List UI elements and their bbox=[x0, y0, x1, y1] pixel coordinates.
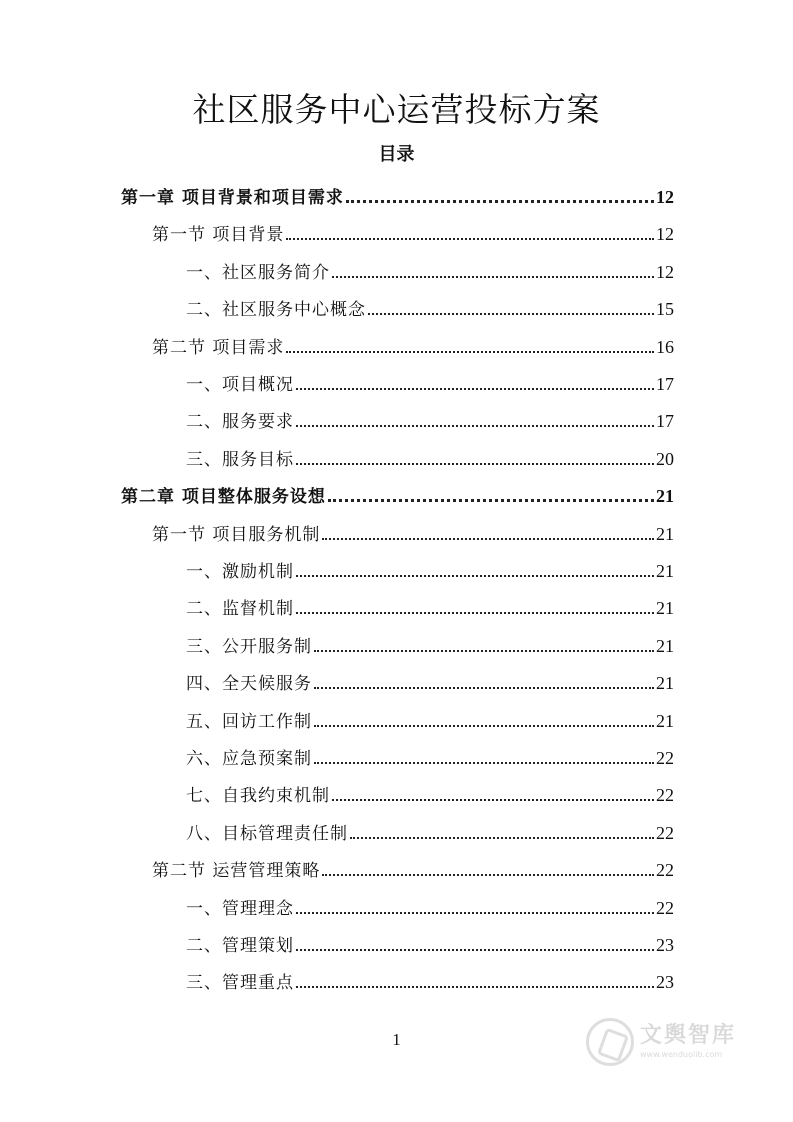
toc-entry-label: 三、管理重点 bbox=[186, 973, 294, 994]
toc-entry[interactable] bbox=[152, 517, 674, 551]
toc-entry[interactable] bbox=[186, 404, 674, 438]
toc-entry-label: 二、服务要求 bbox=[186, 412, 294, 433]
toc-entry[interactable] bbox=[186, 704, 674, 738]
toc-entry-page: 22 bbox=[656, 785, 674, 806]
toc-entry[interactable] bbox=[121, 479, 674, 513]
toc-entry-page: 21 bbox=[656, 710, 674, 731]
toc-entry[interactable] bbox=[186, 741, 674, 775]
toc-leader-dots bbox=[368, 313, 654, 315]
toc-entry[interactable] bbox=[186, 965, 674, 999]
toc-entry[interactable] bbox=[152, 853, 674, 887]
toc-entry-label: 一、激励机制 bbox=[186, 562, 294, 582]
toc-leader-dots bbox=[296, 912, 654, 914]
page-number: 1 bbox=[392, 1030, 401, 1049]
toc-entry-page: 21 bbox=[656, 598, 674, 619]
watermark-logo-icon bbox=[586, 1018, 634, 1066]
toc-entry-label: 第一章 项目背景和项目需求 bbox=[121, 188, 344, 208]
toc-entry-page: 21 bbox=[656, 635, 674, 656]
toc-entry-page: 22 bbox=[656, 897, 674, 918]
toc-entry-label: 三、服务目标 bbox=[186, 449, 294, 470]
toc-entry-page: 21 bbox=[656, 673, 674, 694]
watermark-url: www.wenduolib.com bbox=[640, 1050, 723, 1059]
toc-leader-dots bbox=[314, 687, 654, 689]
toc-entry[interactable] bbox=[186, 891, 674, 925]
toc-entry-label: 第二章 项目整体服务设想 bbox=[121, 487, 326, 508]
toc-entry-page: 21 bbox=[656, 561, 674, 581]
toc-entry[interactable] bbox=[186, 591, 674, 625]
toc-leader-dots bbox=[328, 499, 654, 502]
toc-entry-label: 一、社区服务简介 bbox=[186, 262, 330, 283]
toc-entry-page: 17 bbox=[656, 374, 674, 394]
toc-leader-dots bbox=[350, 837, 654, 839]
toc-entry-label: 第一节 项目背景 bbox=[152, 225, 285, 246]
toc-entry[interactable] bbox=[152, 217, 674, 251]
toc-entry-page: 22 bbox=[656, 748, 674, 768]
toc-leader-dots bbox=[322, 874, 654, 876]
toc-entry[interactable] bbox=[186, 928, 674, 962]
toc-entry[interactable] bbox=[121, 180, 674, 214]
toc-entry-label: 第二节 运营管理策略 bbox=[152, 861, 321, 882]
toc-entry-label: 七、自我约束机制 bbox=[186, 786, 330, 807]
toc-leader-dots bbox=[296, 986, 654, 988]
toc-entry-label: 一、管理理念 bbox=[186, 898, 294, 919]
toc-entry-label: 二、管理策划 bbox=[186, 936, 294, 956]
toc-leader-dots bbox=[314, 725, 654, 727]
toc-leader-dots bbox=[322, 538, 654, 540]
toc-entry[interactable] bbox=[186, 629, 674, 663]
toc-entry-label: 三、公开服务制 bbox=[186, 636, 312, 657]
toc-entry-label: 二、社区服务中心概念 bbox=[186, 300, 366, 321]
toc-entry-page: 23 bbox=[656, 935, 674, 955]
toc-leader-dots bbox=[296, 463, 654, 465]
toc-entry-page: 16 bbox=[656, 336, 674, 357]
document-title: 社区服务中心运营投标方案 bbox=[192, 90, 601, 129]
toc-entry-page: 17 bbox=[656, 411, 674, 432]
toc-entry[interactable] bbox=[186, 816, 674, 850]
toc-entry-label: 一、项目概况 bbox=[186, 375, 294, 395]
toc-entry[interactable] bbox=[186, 778, 674, 812]
toc-entry[interactable] bbox=[186, 367, 674, 401]
toc-entry[interactable] bbox=[186, 255, 674, 289]
toc-entry[interactable] bbox=[186, 442, 674, 476]
toc-entry-page: 12 bbox=[656, 261, 674, 282]
toc-leader-dots bbox=[332, 799, 654, 801]
toc-entry-page: 21 bbox=[656, 486, 674, 507]
toc-leader-dots bbox=[314, 650, 654, 652]
toc-leader-dots bbox=[286, 238, 654, 240]
toc-entry-page: 23 bbox=[656, 972, 674, 993]
toc-entry-page: 22 bbox=[656, 860, 674, 881]
toc-entry-label: 五、回访工作制 bbox=[186, 711, 312, 732]
toc-leader-dots bbox=[296, 425, 654, 427]
toc-leader-dots bbox=[296, 949, 654, 951]
toc-entry-label: 第二节 项目需求 bbox=[152, 337, 285, 358]
toc-entry[interactable] bbox=[186, 292, 674, 326]
toc-entry-page: 15 bbox=[656, 299, 674, 320]
toc-entry-page: 12 bbox=[656, 224, 674, 245]
toc-entry[interactable] bbox=[186, 666, 674, 700]
toc-leader-dots bbox=[296, 612, 654, 614]
toc-leader-dots bbox=[332, 276, 654, 278]
toc-entry-page: 21 bbox=[656, 523, 674, 544]
toc-leader-dots bbox=[346, 200, 654, 203]
toc-entry-page: 22 bbox=[656, 822, 674, 843]
toc-leader-dots bbox=[314, 762, 654, 764]
toc-entry-page: 12 bbox=[656, 187, 674, 207]
toc-entry-label: 二、监督机制 bbox=[186, 599, 294, 620]
toc-entry[interactable] bbox=[186, 554, 674, 588]
toc-leader-dots bbox=[296, 575, 654, 577]
toc-entry-page: 20 bbox=[656, 448, 674, 469]
toc-entry-label: 八、目标管理责任制 bbox=[186, 823, 348, 844]
toc-entry-label: 六、应急预案制 bbox=[186, 749, 312, 769]
toc-entry-label: 四、全天候服务 bbox=[186, 674, 312, 695]
toc-heading: 目录 bbox=[378, 144, 415, 165]
toc-leader-dots bbox=[296, 388, 654, 390]
toc-entry[interactable] bbox=[152, 330, 674, 364]
watermark-name: 文舆智库 bbox=[640, 1023, 737, 1048]
toc-leader-dots bbox=[286, 351, 654, 353]
watermark bbox=[586, 1014, 756, 1070]
toc-entry-label: 第一节 项目服务机制 bbox=[152, 524, 321, 545]
